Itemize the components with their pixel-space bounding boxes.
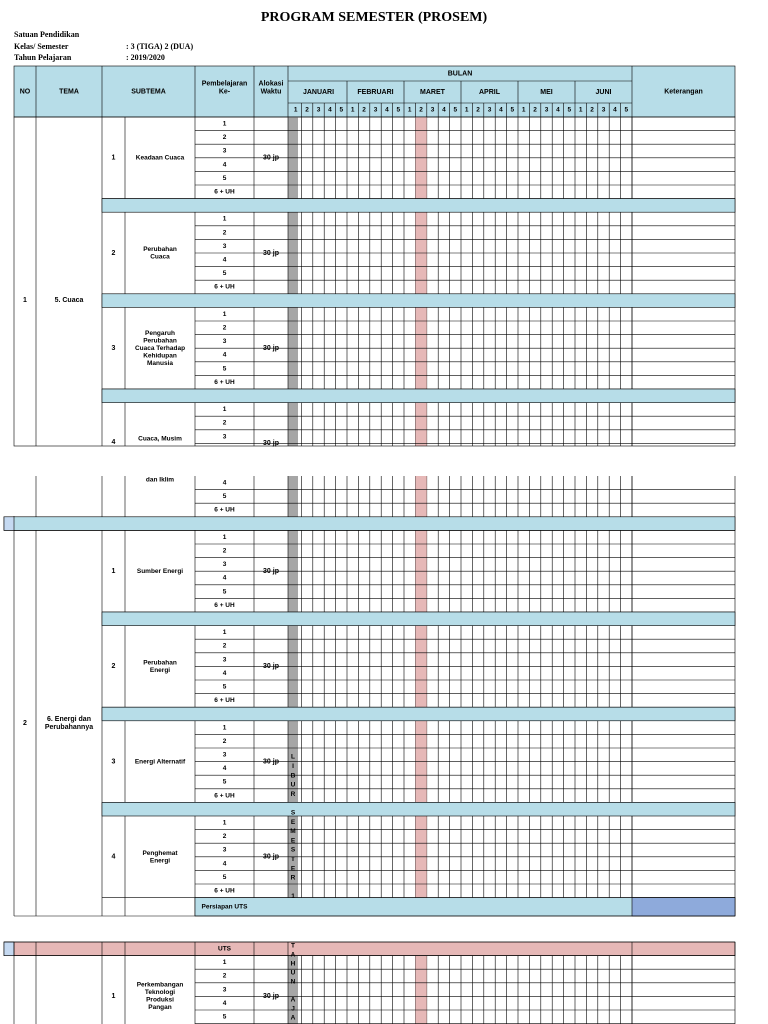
subtema-name: Produksi bbox=[146, 996, 174, 1004]
libur-semester-letter: S bbox=[290, 809, 296, 817]
pembelajaran-cell: 3 bbox=[222, 751, 227, 759]
subtema-number: 1 bbox=[111, 992, 116, 1000]
pembelajaran-cell: 6 + UH bbox=[214, 601, 235, 609]
subtema-name: Perubahan bbox=[143, 659, 177, 667]
theme-name: Perubahannya bbox=[44, 724, 94, 732]
week-number: 4 bbox=[556, 106, 560, 114]
week-number: 4 bbox=[442, 106, 446, 114]
pembelajaran-cell: 4 bbox=[222, 765, 227, 773]
subtema-name: Cuaca Terhadap bbox=[134, 344, 186, 352]
subtema-number: 1 bbox=[111, 568, 116, 576]
pembelajaran-cell: 1 bbox=[222, 629, 227, 637]
libur-semester-letter: B bbox=[290, 772, 296, 780]
subtema-number: 3 bbox=[111, 345, 116, 353]
week-number: 3 bbox=[430, 106, 435, 114]
alokasi-cell: 30 jp bbox=[263, 439, 279, 447]
week-number: 4 bbox=[385, 106, 389, 114]
maret-highlight-column bbox=[415, 476, 426, 916]
pembelajaran-cell: 2 bbox=[222, 547, 227, 555]
week-number: 5 bbox=[339, 106, 344, 114]
theme-separator-band bbox=[4, 517, 735, 531]
keterangan-mark bbox=[632, 898, 735, 916]
week-number: 5 bbox=[453, 106, 458, 114]
libur-semester-letter: E bbox=[290, 837, 296, 845]
libur-semester-letter: S bbox=[290, 846, 296, 854]
pembelajaran-cell: 5 bbox=[222, 588, 227, 596]
subtema-name: Manusia bbox=[146, 359, 174, 367]
month-label: APRIL bbox=[479, 88, 500, 96]
month-label: JANUARI bbox=[302, 88, 335, 96]
pembelajaran-cell: 2 bbox=[222, 324, 227, 332]
week-number: 3 bbox=[601, 106, 606, 114]
pembelajaran-cell: 6 + UH bbox=[214, 283, 235, 291]
subtema-name: Teknologi bbox=[144, 988, 176, 996]
pembelajaran-cell: 3 bbox=[222, 986, 227, 994]
pembelajaran-cell: 6 + UH bbox=[214, 188, 235, 196]
pembelajaran-cell: 2 bbox=[222, 134, 227, 142]
libur-semester-letter: U bbox=[290, 781, 296, 789]
pembelajaran-cell: 4 bbox=[222, 256, 227, 264]
header-pembelajaran: Pembelajaran bbox=[201, 80, 248, 88]
subtema-name: Cuaca, Musim bbox=[138, 435, 182, 443]
alokasi-cell: 30 jp bbox=[263, 663, 279, 671]
month-label: JUNI bbox=[595, 88, 612, 96]
pembelajaran-cell: 2 bbox=[222, 419, 227, 427]
left-marker bbox=[4, 942, 14, 956]
separator-band bbox=[102, 389, 735, 403]
pembelajaran-cell: 2 bbox=[222, 972, 227, 980]
week-number: 2 bbox=[533, 106, 537, 114]
month-label: MARET bbox=[420, 88, 445, 96]
libur-semester-letter: T bbox=[291, 856, 295, 864]
tahun-ajaran-letter: H bbox=[290, 960, 296, 968]
tahun-ajaran-letter: N bbox=[290, 978, 296, 986]
week-number: 3 bbox=[316, 106, 321, 114]
week-number: 1 bbox=[293, 106, 298, 114]
pembelajaran-cell: 6 + UH bbox=[214, 697, 235, 705]
subtema-name: Pengaruh bbox=[145, 329, 175, 337]
pembelajaran-cell: 1 bbox=[222, 819, 227, 827]
subtema-name: Kehidupan bbox=[143, 352, 177, 360]
week-number: 3 bbox=[544, 106, 549, 114]
libur-semester-letter: I bbox=[292, 763, 294, 771]
separator-band bbox=[102, 707, 735, 721]
pembelajaran-cell: 4 bbox=[222, 479, 227, 487]
week-number: 1 bbox=[464, 106, 469, 114]
month-label: MEI bbox=[540, 88, 553, 96]
month-label: FEBRUARI bbox=[357, 88, 394, 96]
subtema-number: 1 bbox=[111, 154, 116, 162]
header-alokasi: Waktu bbox=[260, 88, 282, 96]
theme-name: 6. Energi dan bbox=[47, 716, 91, 724]
header-pembelajaran: Ke- bbox=[218, 88, 231, 96]
subtema-name: Pangan bbox=[148, 1003, 172, 1011]
subtema-name: Keadaan Cuaca bbox=[135, 154, 185, 162]
theme-name: 5. Cuaca bbox=[54, 296, 84, 304]
pembelajaran-cell: 4 bbox=[222, 351, 227, 359]
alokasi-cell: 30 jp bbox=[263, 853, 279, 861]
week-number: 2 bbox=[362, 106, 366, 114]
pembelajaran-cell: 1 bbox=[222, 533, 227, 541]
kelas-value: : 3 (TIGA) 2 (DUA) bbox=[126, 42, 194, 51]
pembelajaran-cell: 1 bbox=[222, 959, 227, 967]
week-number: 1 bbox=[578, 106, 583, 114]
header-keterangan: Keterangan bbox=[664, 88, 703, 96]
alokasi-cell: 30 jp bbox=[263, 758, 279, 766]
subtema-name: dan Iklim bbox=[145, 476, 175, 484]
separator-band bbox=[102, 802, 735, 816]
tahun-ajaran-letter: T bbox=[291, 942, 295, 950]
week-number: 2 bbox=[590, 106, 594, 114]
pembelajaran-cell: 3 bbox=[222, 656, 227, 664]
week-number: 4 bbox=[328, 106, 332, 114]
libur-semester-letter: M bbox=[290, 828, 296, 836]
pembelajaran-cell: 4 bbox=[222, 860, 227, 868]
alokasi-cell: 30 jp bbox=[263, 249, 279, 257]
subtema-name: Energi bbox=[149, 857, 171, 865]
week-number: 2 bbox=[476, 106, 480, 114]
pembelajaran-cell: 5 bbox=[222, 270, 227, 278]
libur-semester-letter: E bbox=[290, 818, 296, 826]
subtema-name: Perkembangan bbox=[136, 981, 184, 989]
week-number: 3 bbox=[373, 106, 378, 114]
tahun-ajaran-letter: U bbox=[290, 969, 296, 977]
pembelajaran-cell: 3 bbox=[222, 433, 227, 441]
alokasi-cell: 30 jp bbox=[263, 345, 279, 353]
header-tema: TEMA bbox=[59, 88, 79, 96]
pembelajaran-cell: 6 + UH bbox=[214, 887, 235, 895]
pembelajaran-cell: 1 bbox=[222, 310, 227, 318]
pembelajaran-cell: 6 + UH bbox=[214, 378, 235, 386]
pembelajaran-cell: 1 bbox=[222, 406, 227, 414]
uts-label: UTS bbox=[218, 945, 231, 953]
pembelajaran-cell: 5 bbox=[222, 365, 227, 373]
pembelajaran-cell: 2 bbox=[222, 229, 227, 237]
week-number: 5 bbox=[567, 106, 572, 114]
week-number: 1 bbox=[521, 106, 526, 114]
left-marker bbox=[4, 517, 14, 531]
tahun-ajaran-letter: A bbox=[290, 996, 296, 1004]
subtema-name: Energi Alternatif bbox=[134, 758, 186, 766]
pembelajaran-cell: 4 bbox=[222, 161, 227, 169]
tahun-label: Tahun Pelajaran bbox=[14, 53, 72, 62]
theme-number: 2 bbox=[23, 720, 27, 728]
tahun-ajaran-letter: A bbox=[290, 951, 296, 959]
header-no: NO bbox=[19, 88, 31, 96]
subtema-name: Sumber Energi bbox=[136, 567, 184, 575]
subtema-number: 4 bbox=[111, 853, 116, 861]
pembelajaran-cell: 5 bbox=[222, 778, 227, 786]
subtema-number: 2 bbox=[111, 663, 116, 671]
week-number: 1 bbox=[407, 106, 412, 114]
pembelajaran-cell: 5 bbox=[222, 1013, 227, 1021]
subtema-name: Penghemat bbox=[142, 849, 178, 857]
libur-semester-letter: L bbox=[291, 753, 295, 761]
satuan-label: Satuan Pendidikan bbox=[14, 30, 80, 39]
subtema-name: Perubahan bbox=[143, 337, 177, 345]
pembelajaran-cell: 4 bbox=[222, 999, 227, 1007]
libur-semester-letter: R bbox=[290, 790, 296, 798]
pembelajaran-cell: 3 bbox=[222, 147, 227, 155]
subtema-number: 2 bbox=[111, 249, 116, 257]
separator-band bbox=[102, 199, 735, 213]
pembelajaran-cell: 2 bbox=[222, 833, 227, 841]
subtema-name: Perubahan bbox=[143, 245, 177, 253]
subtema-name: Cuaca bbox=[150, 253, 170, 261]
week-number: 3 bbox=[487, 106, 492, 114]
subtema-name: Energi bbox=[149, 666, 171, 674]
uts-row bbox=[4, 942, 735, 956]
pembelajaran-cell: 5 bbox=[222, 873, 227, 881]
pembelajaran-cell: 2 bbox=[222, 642, 227, 650]
week-number: 2 bbox=[419, 106, 423, 114]
libur-semester-letter: E bbox=[290, 865, 296, 873]
header-subtema: SUBTEMA bbox=[131, 88, 166, 96]
pembelajaran-cell: 5 bbox=[222, 683, 227, 691]
pembelajaran-cell: 6 + UH bbox=[214, 506, 235, 514]
pembelajaran-cell: 5 bbox=[222, 174, 227, 182]
pembelajaran-cell: 1 bbox=[222, 724, 227, 732]
week-number: 4 bbox=[613, 106, 617, 114]
pembelajaran-cell: 5 bbox=[222, 493, 227, 501]
pembelajaran-cell: 2 bbox=[222, 737, 227, 745]
libur-semester-letter: R bbox=[290, 874, 296, 882]
pembelajaran-cell: 3 bbox=[222, 846, 227, 854]
pembelajaran-cell: 1 bbox=[222, 215, 227, 223]
pembelajaran-cell: 6 + UH bbox=[214, 792, 235, 800]
separator-band bbox=[102, 612, 735, 626]
subtema-number: 3 bbox=[111, 758, 116, 766]
alokasi-cell: 30 jp bbox=[263, 154, 279, 162]
week-number: 1 bbox=[350, 106, 355, 114]
week-number: 5 bbox=[510, 106, 515, 114]
libur-semester-letter: 1 bbox=[291, 893, 295, 901]
week-number: 4 bbox=[499, 106, 503, 114]
pembelajaran-cell: 1 bbox=[222, 120, 227, 128]
alokasi-cell: 30 jp bbox=[263, 568, 279, 576]
header-bulan: BULAN bbox=[447, 70, 473, 78]
tahun-ajaran-letter: J bbox=[291, 1005, 295, 1013]
page-title: PROGRAM SEMESTER (PROSEM) bbox=[260, 10, 488, 25]
separator-band bbox=[102, 294, 735, 308]
persiapan-uts-label: Persiapan UTS bbox=[201, 903, 248, 911]
week-number: 2 bbox=[305, 106, 309, 114]
header-alokasi: Alokasi bbox=[258, 80, 284, 88]
tahun-ajaran-letter: A bbox=[290, 1014, 296, 1022]
theme-number: 1 bbox=[23, 296, 27, 304]
pembelajaran-cell: 3 bbox=[222, 561, 227, 569]
pembelajaran-cell: 4 bbox=[222, 574, 227, 582]
subtema-number: 4 bbox=[111, 438, 116, 446]
week-number: 5 bbox=[624, 106, 629, 114]
pembelajaran-cell: 3 bbox=[222, 242, 227, 250]
alokasi-cell: 30 jp bbox=[263, 992, 279, 1000]
tahun-value: : 2019/2020 bbox=[126, 53, 165, 62]
pembelajaran-cell: 4 bbox=[222, 669, 227, 677]
kelas-label: Kelas/ Semester bbox=[14, 42, 69, 51]
pembelajaran-cell: 3 bbox=[222, 338, 227, 346]
week-number: 5 bbox=[396, 106, 401, 114]
